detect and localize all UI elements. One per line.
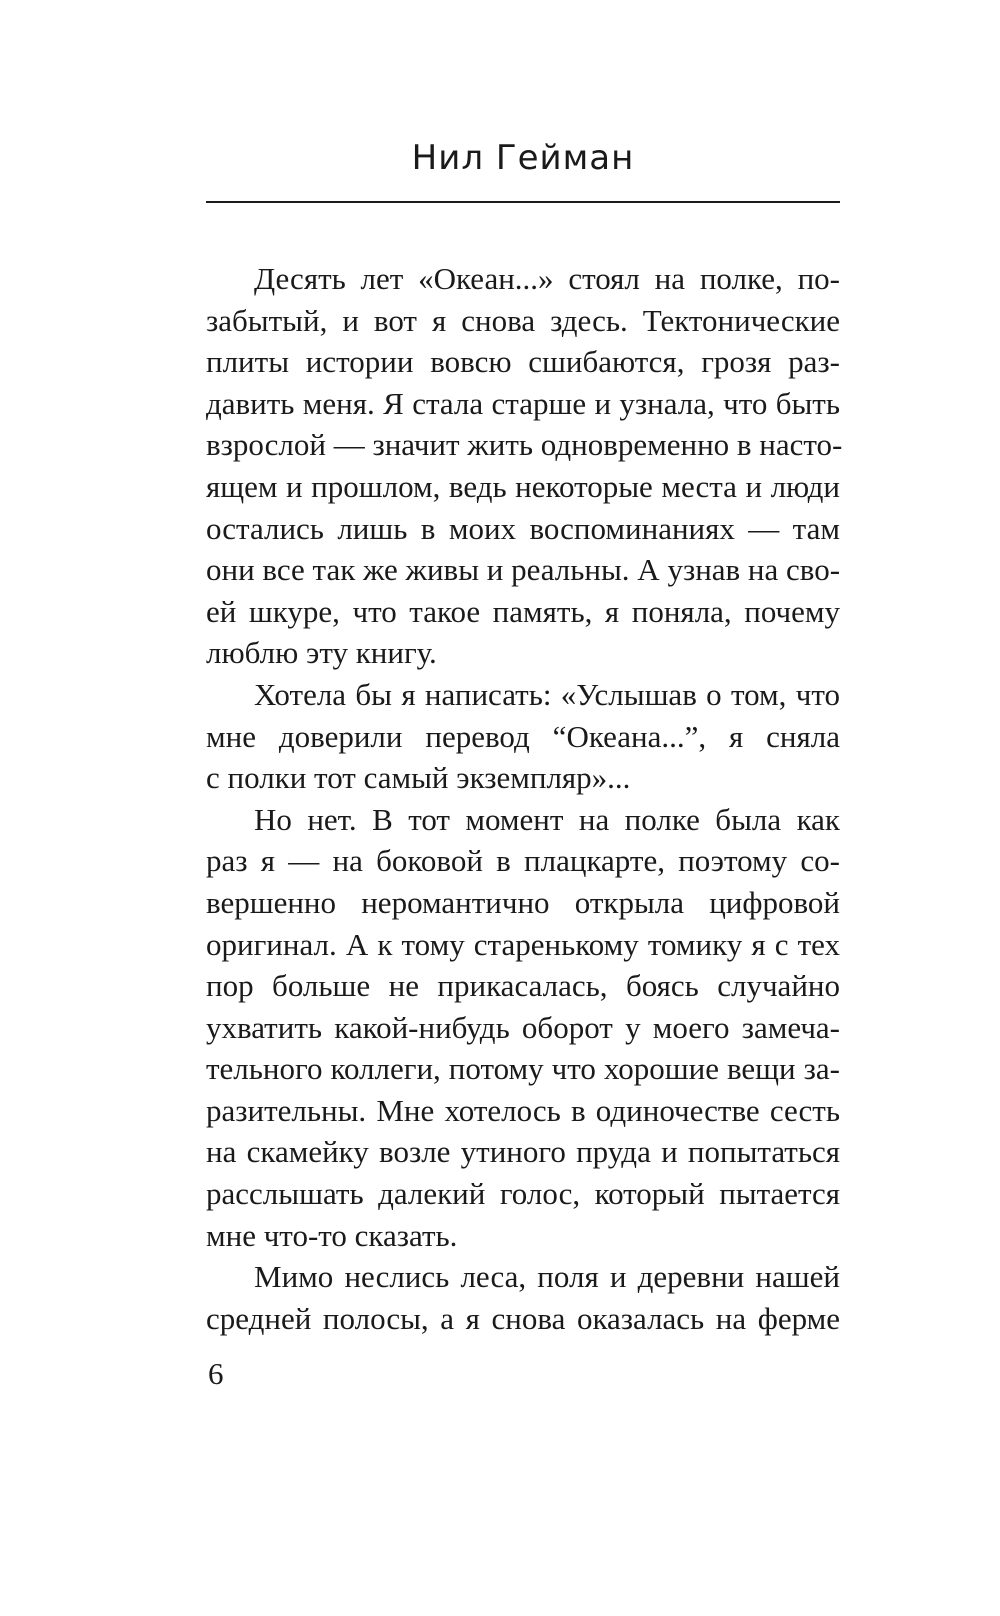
running-head: Нил Гейман (411, 138, 635, 178)
text-line: пор больше не прикасалась, боясь случайно (206, 968, 840, 1004)
text-line: взрослой — значит жить одновременно в насто- (206, 427, 843, 463)
text-line: они все так же живы и реальны. А узнав на сво- (206, 552, 841, 588)
text-line: ящем и прошлом, ведь некоторые места и люди (206, 468, 840, 504)
text-line: Но нет. В тот момент на полке была как (254, 801, 840, 837)
text-line: люблю эту книгу. (206, 635, 437, 671)
text-line: Хотела бы я написать: «Услышав о том, что (254, 676, 840, 712)
text-line: ухватить какой-нибудь оборот у моего замеча- (206, 1009, 840, 1045)
page-number: 6 (208, 1356, 224, 1391)
text-line: расслышать далекий голос, который пытается (206, 1176, 840, 1212)
text-line: остались лишь в моих воспоминаниях — там (206, 510, 840, 546)
text-line: ей шкуре, что такое память, я поняла, почему (206, 593, 840, 629)
text-line: мне что-то сказать. (206, 1217, 458, 1253)
text-line: вершенно неромантично открыла цифровой (206, 884, 840, 920)
text-line: на скамейку возле утиного пруда и попытаться (206, 1134, 840, 1170)
text-line: раз я — на боковой в плацкарте, поэтому со- (206, 843, 840, 879)
text-line: забытый, и вот я снова здесь. Тектонические (206, 302, 840, 338)
body-text (206, 258, 843, 1339)
text-line: плиты истории вовсю сшибаются, грозя раз- (206, 344, 840, 380)
text-line: с полки тот самый экземпляр»... (206, 760, 631, 796)
text-line: разительны. Мне хотелось в одиночестве сесть (206, 1092, 840, 1128)
text-line: Мимо неслись леса, поля и деревни нашей (254, 1259, 840, 1295)
text-line: тельного коллеги, потому что хорошие вещи за- (206, 1051, 840, 1087)
text-line: оригинал. А к тому старенькому томику я с тех (206, 926, 840, 962)
text-line: мне доверили перевод “Океана...”, я сняла (206, 718, 840, 754)
text-line: давить меня. Я стала старше и узнала, что быть (206, 385, 840, 421)
text-line: Десять лет «Океан...» стоял на полке, по- (254, 261, 840, 296)
header-rule (206, 201, 840, 203)
text-line: средней полосы, а я снова оказалась на ферме (206, 1300, 840, 1336)
